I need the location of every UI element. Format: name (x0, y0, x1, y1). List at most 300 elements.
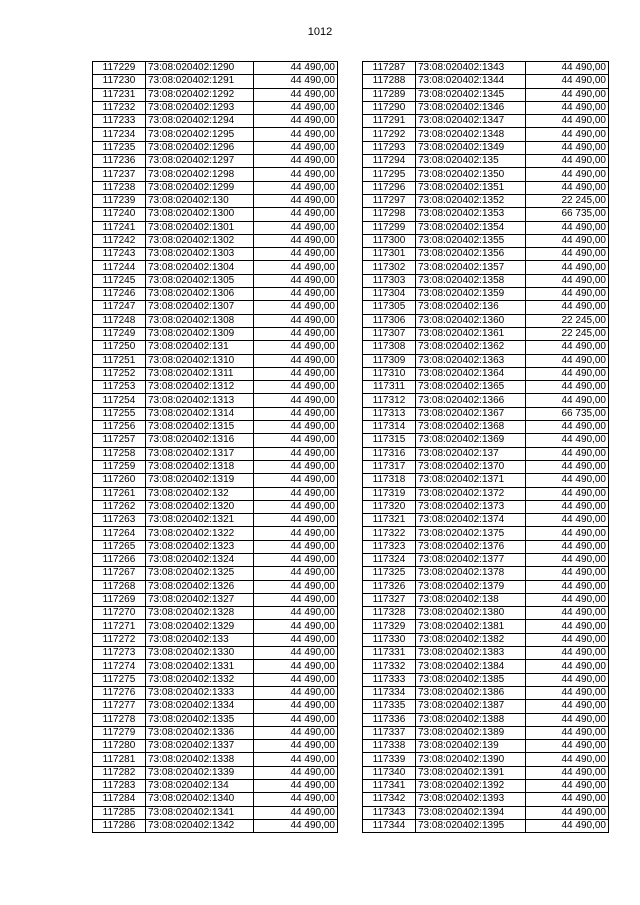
record-number-cell: 117245 (93, 274, 146, 287)
value-cell: 44 490,00 (254, 660, 338, 673)
register-table-right (362, 61, 609, 833)
record-number-cell: 117307 (363, 327, 416, 340)
record-number-cell: 117315 (363, 434, 416, 447)
record-number-cell: 117260 (93, 474, 146, 487)
table-row (363, 500, 609, 513)
table-row (363, 514, 609, 527)
record-number-cell: 117252 (93, 367, 146, 380)
cadastral-number-cell: 73:08:020402:137 (416, 447, 526, 460)
value-cell: 44 490,00 (526, 354, 609, 367)
cadastral-number-cell: 73:08:020402:1334 (146, 700, 254, 713)
cadastral-number-cell: 73:08:020402:1291 (146, 75, 254, 88)
cadastral-number-cell: 73:08:020402:1377 (416, 553, 526, 566)
cadastral-number-cell: 73:08:020402:1294 (146, 115, 254, 128)
cadastral-number-cell: 73:08:020402:1311 (146, 367, 254, 380)
record-number-cell: 117282 (93, 766, 146, 779)
record-number-cell: 117343 (363, 806, 416, 819)
table-row (363, 141, 609, 154)
record-number-cell: 117277 (93, 700, 146, 713)
value-cell: 44 490,00 (526, 753, 609, 766)
record-number-cell: 117292 (363, 128, 416, 141)
record-number-cell: 117312 (363, 394, 416, 407)
record-number-cell: 117249 (93, 327, 146, 340)
table-row (363, 168, 609, 181)
table-row (93, 327, 338, 340)
table-row (363, 700, 609, 713)
cadastral-number-cell: 73:08:020402:1367 (416, 407, 526, 420)
table-row (93, 514, 338, 527)
cadastral-number-cell: 73:08:020402:132 (146, 487, 254, 500)
table-row (363, 819, 609, 832)
value-cell: 44 490,00 (526, 700, 609, 713)
value-cell: 44 490,00 (254, 713, 338, 726)
value-cell: 44 490,00 (526, 261, 609, 274)
value-cell: 44 490,00 (526, 500, 609, 513)
table-row (363, 75, 609, 88)
cadastral-number-cell: 73:08:020402:1387 (416, 700, 526, 713)
value-cell: 44 490,00 (254, 88, 338, 101)
cadastral-number-cell: 73:08:020402:1321 (146, 514, 254, 527)
value-cell: 44 490,00 (254, 819, 338, 832)
value-cell: 44 490,00 (254, 633, 338, 646)
value-cell: 44 490,00 (526, 221, 609, 234)
cadastral-number-cell: 73:08:020402:1353 (416, 208, 526, 221)
cadastral-number-cell: 73:08:020402:1350 (416, 168, 526, 181)
record-number-cell: 117281 (93, 753, 146, 766)
record-number-cell: 117262 (93, 500, 146, 513)
value-cell: 44 490,00 (526, 141, 609, 154)
record-number-cell: 117335 (363, 700, 416, 713)
value-cell: 44 490,00 (254, 234, 338, 247)
record-number-cell: 117303 (363, 274, 416, 287)
record-number-cell: 117342 (363, 793, 416, 806)
record-number-cell: 117278 (93, 713, 146, 726)
table-row (93, 700, 338, 713)
value-cell: 44 490,00 (526, 567, 609, 580)
record-number-cell: 117232 (93, 101, 146, 114)
table-row (363, 314, 609, 327)
cadastral-number-cell: 73:08:020402:1320 (146, 500, 254, 513)
table-row (363, 274, 609, 287)
cadastral-number-cell: 73:08:020402:1395 (416, 819, 526, 832)
cadastral-number-cell: 73:08:020402:1385 (416, 673, 526, 686)
table-row (363, 647, 609, 660)
record-number-cell: 117340 (363, 766, 416, 779)
record-number-cell: 117344 (363, 819, 416, 832)
record-number-cell: 117294 (363, 155, 416, 168)
table-row (93, 115, 338, 128)
table-row (93, 168, 338, 181)
cadastral-number-cell: 73:08:020402:1393 (416, 793, 526, 806)
cadastral-number-cell: 73:08:020402:1356 (416, 248, 526, 261)
cadastral-number-cell: 73:08:020402:1298 (146, 168, 254, 181)
record-number-cell: 117334 (363, 686, 416, 699)
cadastral-number-cell: 73:08:020402:1337 (146, 740, 254, 753)
table-row (363, 341, 609, 354)
value-cell: 44 490,00 (254, 288, 338, 301)
value-cell: 44 490,00 (254, 181, 338, 194)
table-row (363, 261, 609, 274)
cadastral-number-cell: 73:08:020402:1362 (416, 341, 526, 354)
value-cell: 44 490,00 (526, 460, 609, 473)
cadastral-number-cell: 73:08:020402:134 (146, 780, 254, 793)
value-cell: 66 735,00 (526, 208, 609, 221)
cadastral-number-cell: 73:08:020402:1301 (146, 221, 254, 234)
value-cell: 44 490,00 (254, 726, 338, 739)
cadastral-number-cell: 73:08:020402:1347 (416, 115, 526, 128)
cadastral-number-cell: 73:08:020402:1306 (146, 288, 254, 301)
table-row (93, 274, 338, 287)
cadastral-number-cell: 73:08:020402:1380 (416, 607, 526, 620)
cadastral-number-cell: 73:08:020402:1304 (146, 261, 254, 274)
record-number-cell: 117337 (363, 726, 416, 739)
value-cell: 44 490,00 (254, 341, 338, 354)
cadastral-number-cell: 73:08:020402:1351 (416, 181, 526, 194)
table-row (93, 208, 338, 221)
table-row (93, 75, 338, 88)
record-number-cell: 117264 (93, 527, 146, 540)
cadastral-number-cell: 73:08:020402:1386 (416, 686, 526, 699)
table-row (93, 88, 338, 101)
record-number-cell: 117247 (93, 301, 146, 314)
value-cell: 44 490,00 (254, 141, 338, 154)
cadastral-number-cell: 73:08:020402:1389 (416, 726, 526, 739)
value-cell: 44 490,00 (254, 553, 338, 566)
record-number-cell: 117279 (93, 726, 146, 739)
table-row (93, 713, 338, 726)
cadastral-number-cell: 73:08:020402:1319 (146, 474, 254, 487)
table-row (363, 128, 609, 141)
value-cell: 44 490,00 (254, 221, 338, 234)
table-row (363, 540, 609, 553)
value-cell: 44 490,00 (254, 500, 338, 513)
table-row (363, 593, 609, 606)
value-cell: 22 245,00 (526, 314, 609, 327)
table-row (363, 673, 609, 686)
value-cell: 44 490,00 (526, 62, 609, 75)
record-number-cell: 117296 (363, 181, 416, 194)
table-row (363, 713, 609, 726)
record-number-cell: 117327 (363, 593, 416, 606)
table-row (93, 474, 338, 487)
table-row (363, 354, 609, 367)
table-row (363, 208, 609, 221)
cadastral-number-cell: 73:08:020402:138 (416, 593, 526, 606)
cadastral-number-cell: 73:08:020402:1339 (146, 766, 254, 779)
table-row (363, 381, 609, 394)
cadastral-number-cell: 73:08:020402:1376 (416, 540, 526, 553)
value-cell: 44 490,00 (526, 434, 609, 447)
value-cell: 44 490,00 (254, 447, 338, 460)
record-number-cell: 117299 (363, 221, 416, 234)
cadastral-number-cell: 73:08:020402:1328 (146, 607, 254, 620)
cadastral-number-cell: 73:08:020402:1381 (416, 620, 526, 633)
cadastral-number-cell: 73:08:020402:1390 (416, 753, 526, 766)
value-cell: 44 490,00 (254, 367, 338, 380)
cadastral-number-cell: 73:08:020402:1332 (146, 673, 254, 686)
record-number-cell: 117241 (93, 221, 146, 234)
cadastral-number-cell: 73:08:020402:1369 (416, 434, 526, 447)
cadastral-number-cell: 73:08:020402:1363 (416, 354, 526, 367)
record-number-cell: 117313 (363, 407, 416, 420)
record-number-cell: 117276 (93, 686, 146, 699)
record-number-cell: 117321 (363, 514, 416, 527)
table-row (93, 62, 338, 75)
table-row (363, 633, 609, 646)
table-row (363, 194, 609, 207)
cadastral-number-cell: 73:08:020402:1292 (146, 88, 254, 101)
value-cell: 44 490,00 (254, 248, 338, 261)
record-number-cell: 117280 (93, 740, 146, 753)
record-number-cell: 117265 (93, 540, 146, 553)
cadastral-number-cell: 73:08:020402:1391 (416, 766, 526, 779)
record-number-cell: 117253 (93, 381, 146, 394)
record-number-cell: 117259 (93, 460, 146, 473)
value-cell: 44 490,00 (526, 248, 609, 261)
record-number-cell: 117261 (93, 487, 146, 500)
value-cell: 44 490,00 (254, 793, 338, 806)
cadastral-number-cell: 73:08:020402:1333 (146, 686, 254, 699)
cadastral-number-cell: 73:08:020402:130 (146, 194, 254, 207)
cadastral-number-cell: 73:08:020402:1345 (416, 88, 526, 101)
table-row (93, 740, 338, 753)
value-cell: 44 490,00 (526, 88, 609, 101)
table-row (93, 527, 338, 540)
record-number-cell: 117290 (363, 101, 416, 114)
table-row (93, 394, 338, 407)
record-number-cell: 117236 (93, 155, 146, 168)
value-cell: 66 735,00 (526, 407, 609, 420)
table-row (93, 766, 338, 779)
value-cell: 44 490,00 (526, 607, 609, 620)
cadastral-number-cell: 73:08:020402:1370 (416, 460, 526, 473)
table-row (363, 221, 609, 234)
value-cell: 44 490,00 (254, 487, 338, 500)
value-cell: 44 490,00 (526, 633, 609, 646)
table-row (363, 62, 609, 75)
cadastral-number-cell: 73:08:020402:1373 (416, 500, 526, 513)
value-cell: 44 490,00 (526, 647, 609, 660)
cadastral-number-cell: 73:08:020402:1372 (416, 487, 526, 500)
record-number-cell: 117325 (363, 567, 416, 580)
value-cell: 44 490,00 (526, 367, 609, 380)
table-row (363, 793, 609, 806)
cadastral-number-cell: 73:08:020402:1313 (146, 394, 254, 407)
record-number-cell: 117308 (363, 341, 416, 354)
value-cell: 44 490,00 (526, 487, 609, 500)
value-cell: 44 490,00 (526, 101, 609, 114)
record-number-cell: 117314 (363, 421, 416, 434)
table-row (93, 421, 338, 434)
value-cell: 44 490,00 (254, 155, 338, 168)
table-row (93, 194, 338, 207)
cadastral-number-cell: 73:08:020402:1317 (146, 447, 254, 460)
cadastral-number-cell: 73:08:020402:1322 (146, 527, 254, 540)
record-number-cell: 117235 (93, 141, 146, 154)
cadastral-number-cell: 73:08:020402:1327 (146, 593, 254, 606)
record-number-cell: 117333 (363, 673, 416, 686)
table-row (93, 341, 338, 354)
cadastral-number-cell: 73:08:020402:1352 (416, 194, 526, 207)
cadastral-number-cell: 73:08:020402:1360 (416, 314, 526, 327)
value-cell: 44 490,00 (526, 168, 609, 181)
record-number-cell: 117246 (93, 288, 146, 301)
value-cell: 44 490,00 (254, 740, 338, 753)
table-row (93, 793, 338, 806)
value-cell: 44 490,00 (254, 460, 338, 473)
cadastral-number-cell: 73:08:020402:1343 (416, 62, 526, 75)
record-number-cell: 117244 (93, 261, 146, 274)
value-cell: 44 490,00 (526, 421, 609, 434)
record-number-cell: 117300 (363, 234, 416, 247)
table-row (93, 567, 338, 580)
record-number-cell: 117330 (363, 633, 416, 646)
value-cell: 44 490,00 (526, 115, 609, 128)
record-number-cell: 117298 (363, 208, 416, 221)
table-row (93, 647, 338, 660)
table-row (363, 181, 609, 194)
table-row (363, 407, 609, 420)
register-table-left (92, 61, 338, 833)
table-row (93, 248, 338, 261)
cadastral-number-cell: 73:08:020402:1299 (146, 181, 254, 194)
value-cell: 44 490,00 (526, 553, 609, 566)
cadastral-number-cell: 73:08:020402:1361 (416, 327, 526, 340)
table-row (93, 819, 338, 832)
table-row (93, 460, 338, 473)
cadastral-number-cell: 73:08:020402:1314 (146, 407, 254, 420)
table-row (363, 394, 609, 407)
value-cell: 44 490,00 (254, 208, 338, 221)
value-cell: 44 490,00 (254, 314, 338, 327)
record-number-cell: 117251 (93, 354, 146, 367)
value-cell: 44 490,00 (254, 434, 338, 447)
table-row (93, 580, 338, 593)
cadastral-number-cell: 73:08:020402:1355 (416, 234, 526, 247)
table-row (363, 607, 609, 620)
cadastral-number-cell: 73:08:020402:1293 (146, 101, 254, 114)
value-cell: 44 490,00 (254, 421, 338, 434)
record-number-cell: 117311 (363, 381, 416, 394)
cadastral-number-cell: 73:08:020402:1335 (146, 713, 254, 726)
value-cell: 44 490,00 (254, 780, 338, 793)
record-number-cell: 117339 (363, 753, 416, 766)
cadastral-number-cell: 73:08:020402:1394 (416, 806, 526, 819)
table-row (93, 381, 338, 394)
value-cell: 44 490,00 (526, 341, 609, 354)
value-cell: 44 490,00 (254, 128, 338, 141)
cadastral-number-cell: 73:08:020402:1388 (416, 713, 526, 726)
value-cell: 44 490,00 (526, 527, 609, 540)
record-number-cell: 117233 (93, 115, 146, 128)
value-cell: 44 490,00 (526, 128, 609, 141)
record-number-cell: 117231 (93, 88, 146, 101)
record-number-cell: 117234 (93, 128, 146, 141)
record-number-cell: 117266 (93, 553, 146, 566)
value-cell: 44 490,00 (526, 673, 609, 686)
cadastral-number-cell: 73:08:020402:1346 (416, 101, 526, 114)
value-cell: 44 490,00 (526, 806, 609, 819)
table-row (363, 327, 609, 340)
table-row (363, 367, 609, 380)
record-number-cell: 117309 (363, 354, 416, 367)
value-cell: 44 490,00 (526, 686, 609, 699)
cadastral-number-cell: 73:08:020402:1342 (146, 819, 254, 832)
value-cell: 44 490,00 (526, 660, 609, 673)
table-row (363, 421, 609, 434)
value-cell: 44 490,00 (254, 593, 338, 606)
record-number-cell: 117240 (93, 208, 146, 221)
table-row (363, 474, 609, 487)
table-row (93, 354, 338, 367)
cadastral-number-cell: 73:08:020402:1365 (416, 381, 526, 394)
value-cell: 44 490,00 (254, 394, 338, 407)
table-row (363, 740, 609, 753)
value-cell: 44 490,00 (254, 261, 338, 274)
table-row (93, 753, 338, 766)
cadastral-number-cell: 73:08:020402:1318 (146, 460, 254, 473)
record-number-cell: 117287 (363, 62, 416, 75)
cadastral-number-cell: 73:08:020402:131 (146, 341, 254, 354)
value-cell: 44 490,00 (254, 75, 338, 88)
table-row (93, 367, 338, 380)
cadastral-number-cell: 73:08:020402:1324 (146, 553, 254, 566)
record-number-cell: 117239 (93, 194, 146, 207)
record-number-cell: 117275 (93, 673, 146, 686)
cadastral-number-cell: 73:08:020402:1340 (146, 793, 254, 806)
value-cell: 44 490,00 (526, 474, 609, 487)
table-row (93, 407, 338, 420)
record-number-cell: 117336 (363, 713, 416, 726)
table-row (93, 686, 338, 699)
value-cell: 44 490,00 (526, 819, 609, 832)
table-row (93, 806, 338, 819)
table-row (363, 487, 609, 500)
record-number-cell: 117291 (363, 115, 416, 128)
cadastral-number-cell: 73:08:020402:1303 (146, 248, 254, 261)
table-row (363, 806, 609, 819)
record-number-cell: 117306 (363, 314, 416, 327)
value-cell: 44 490,00 (254, 700, 338, 713)
value-cell: 44 490,00 (526, 593, 609, 606)
record-number-cell: 117237 (93, 168, 146, 181)
value-cell: 44 490,00 (254, 647, 338, 660)
value-cell: 44 490,00 (526, 780, 609, 793)
value-cell: 44 490,00 (254, 381, 338, 394)
table-row (363, 288, 609, 301)
record-number-cell: 117305 (363, 301, 416, 314)
table-row (363, 248, 609, 261)
table-row (93, 314, 338, 327)
value-cell: 44 490,00 (254, 607, 338, 620)
table-row (363, 620, 609, 633)
record-number-cell: 117328 (363, 607, 416, 620)
record-number-cell: 117295 (363, 168, 416, 181)
cadastral-number-cell: 73:08:020402:1375 (416, 527, 526, 540)
cadastral-number-cell: 73:08:020402:1371 (416, 474, 526, 487)
table-row (363, 101, 609, 114)
record-number-cell: 117254 (93, 394, 146, 407)
record-number-cell: 117268 (93, 580, 146, 593)
record-number-cell: 117319 (363, 487, 416, 500)
value-cell: 44 490,00 (526, 234, 609, 247)
record-number-cell: 117285 (93, 806, 146, 819)
table-row (93, 128, 338, 141)
record-number-cell: 117297 (363, 194, 416, 207)
value-cell: 44 490,00 (526, 447, 609, 460)
value-cell: 44 490,00 (254, 580, 338, 593)
record-number-cell: 117286 (93, 819, 146, 832)
